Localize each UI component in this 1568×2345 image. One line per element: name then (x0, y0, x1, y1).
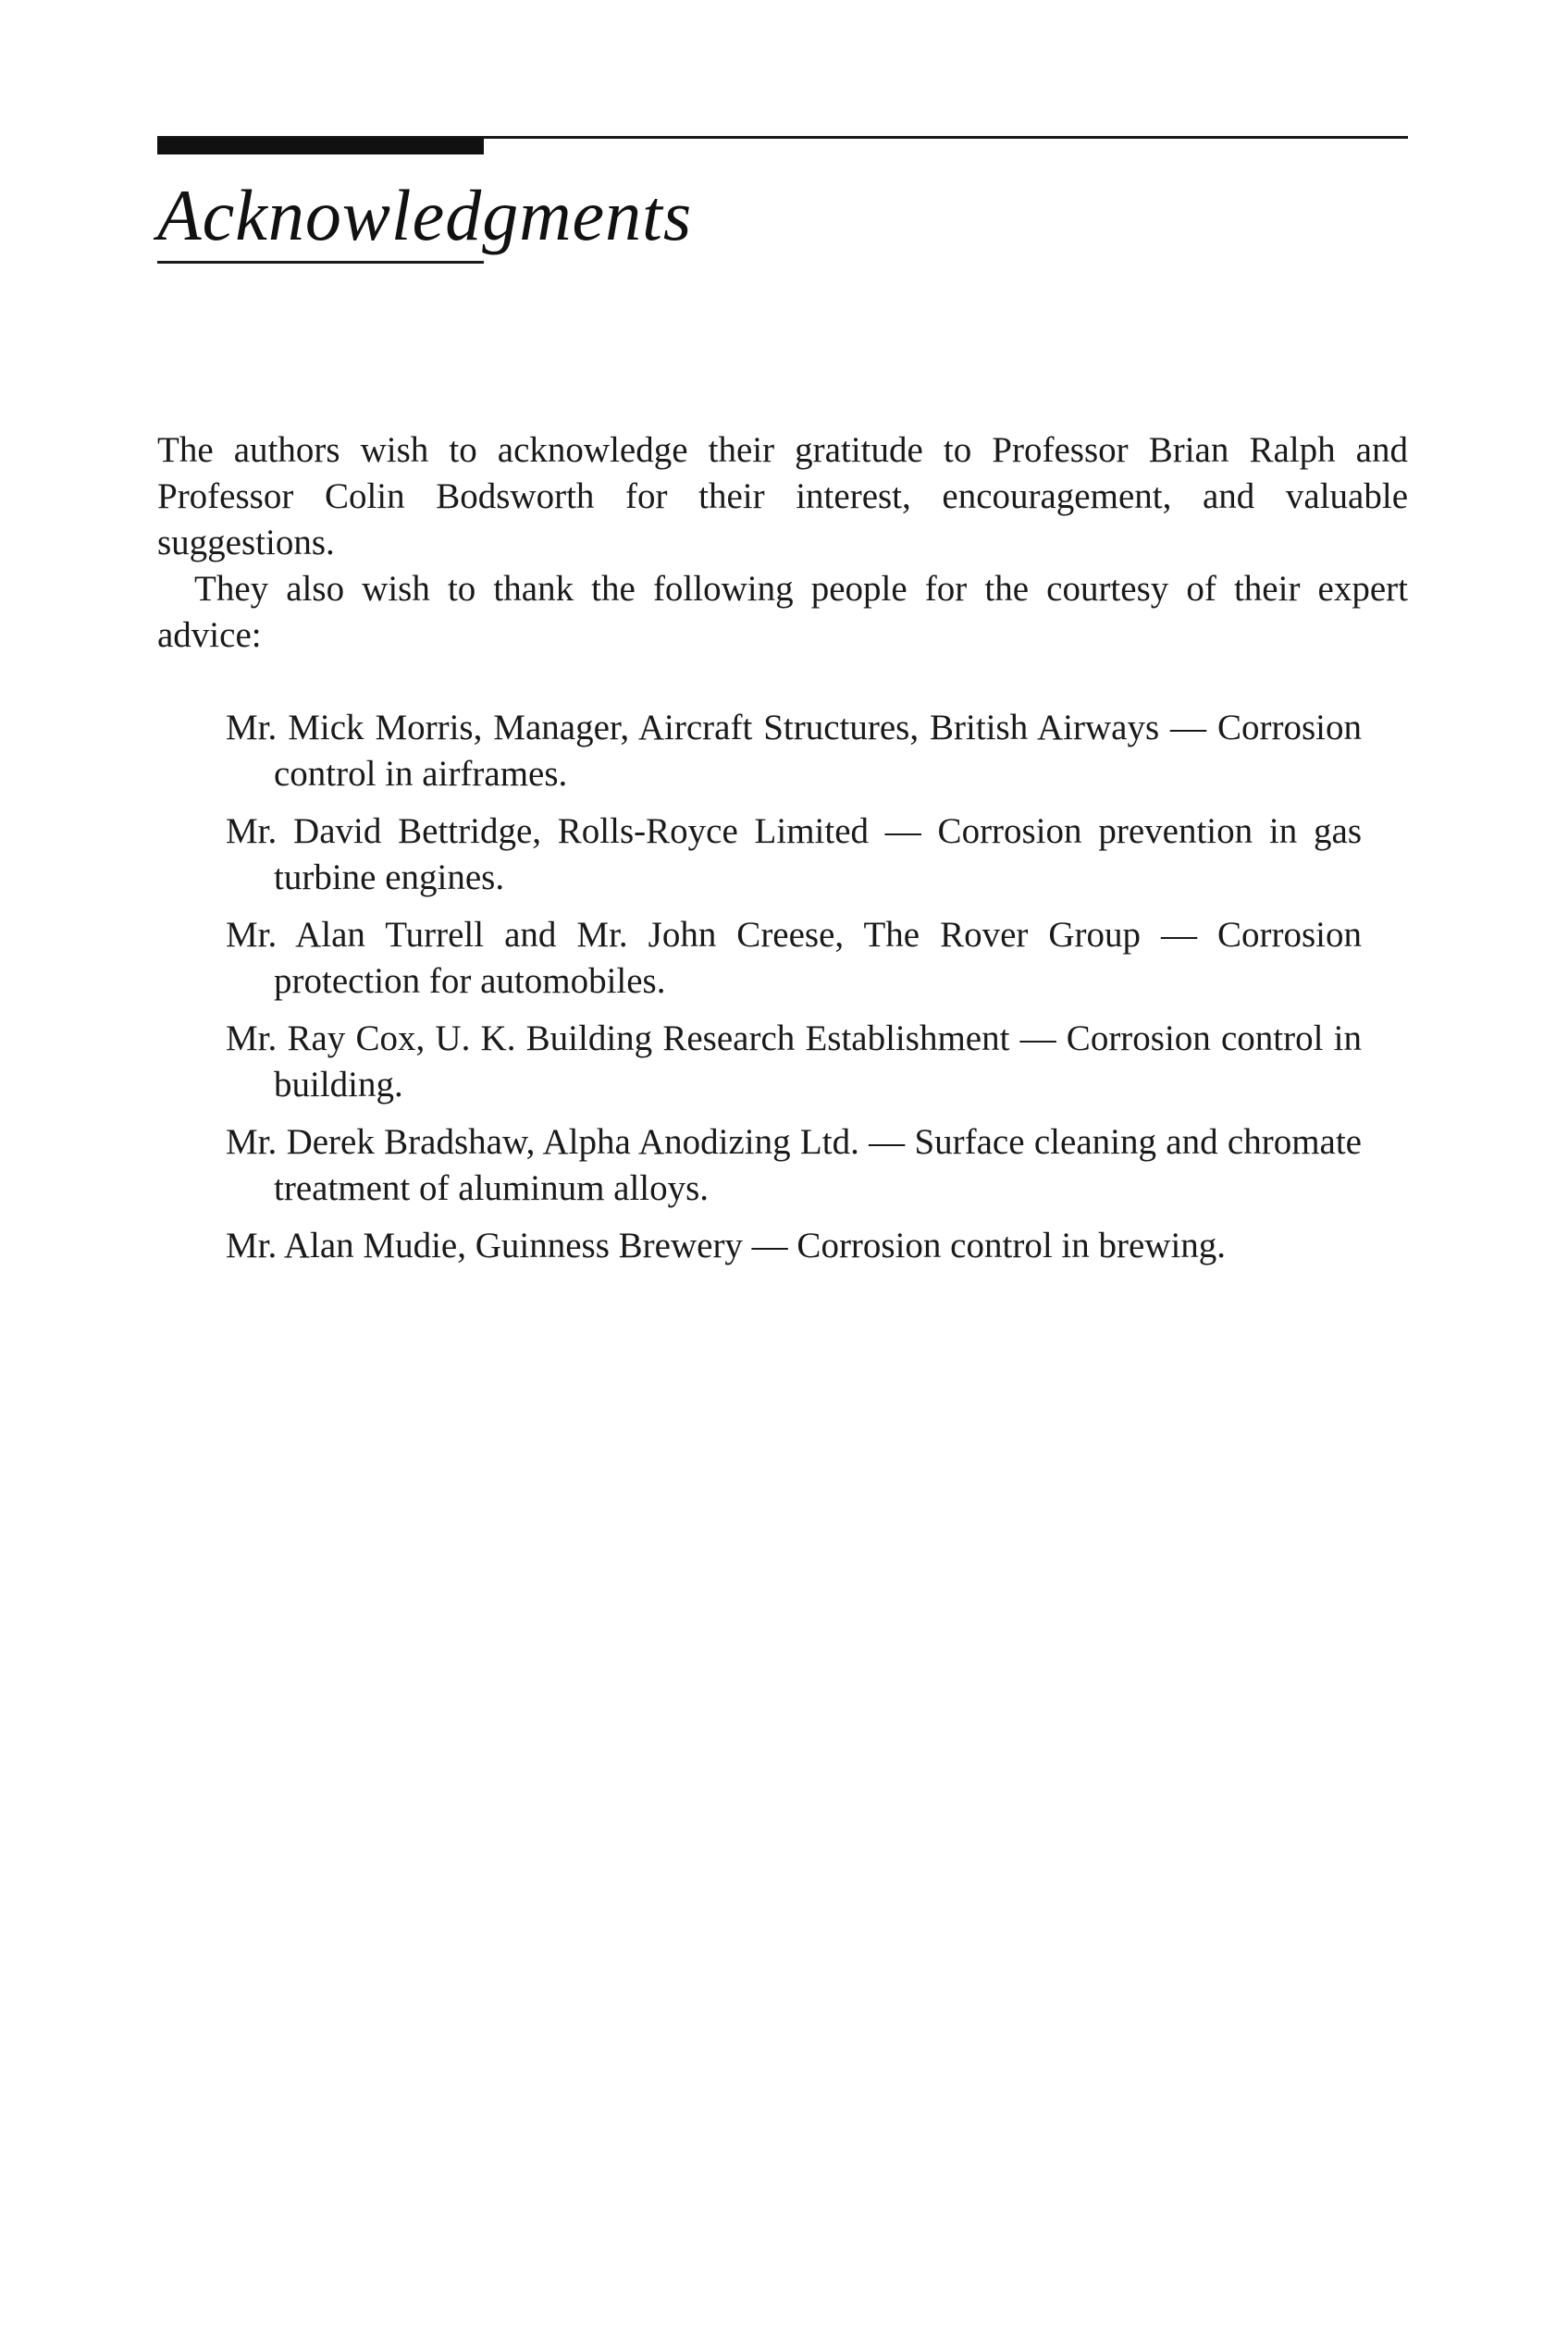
intro-text (157, 427, 1408, 659)
intro-paragraph: The authors wish to acknowledge their gratitude to Professor Brian Ralph and Professor Colin Bodsworth for their interest, encouragement, and valuable suggestions. (157, 430, 1408, 562)
list-item: Mr. Mick Morris, Manager, Aircraft Structures, British Airways — Corrosion control in airframes. (226, 708, 1362, 794)
header-accent-bar (157, 138, 484, 154)
page-title: Acknowledgments (157, 175, 693, 255)
title-underline (157, 261, 484, 264)
list-item: Mr. David Bettridge, Rolls-Royce Limited — Corrosion prevention in gas turbine engines. (226, 811, 1362, 897)
list-item: Mr. Derek Bradshaw, Alpha Anodizing Ltd. — Surface cleaning and chromate treatment of aluminum alloys. (226, 1122, 1362, 1208)
thanks-paragraph: They also wish to thank the following people for the courtesy of their expert advice: (157, 569, 1408, 655)
list-item: Mr. Alan Mudie, Guinness Brewery — Corrosion control in brewing. (226, 1226, 1227, 1265)
acknowledgment-list (226, 705, 1362, 1280)
list-item: Mr. Alan Turrell and Mr. John Creese, The Rover Group — Corrosion protection for automobiles. (226, 915, 1362, 1001)
list-item: Mr. Ray Cox, U. K. Building Research Establishment — Corrosion control in building. (226, 1018, 1362, 1105)
